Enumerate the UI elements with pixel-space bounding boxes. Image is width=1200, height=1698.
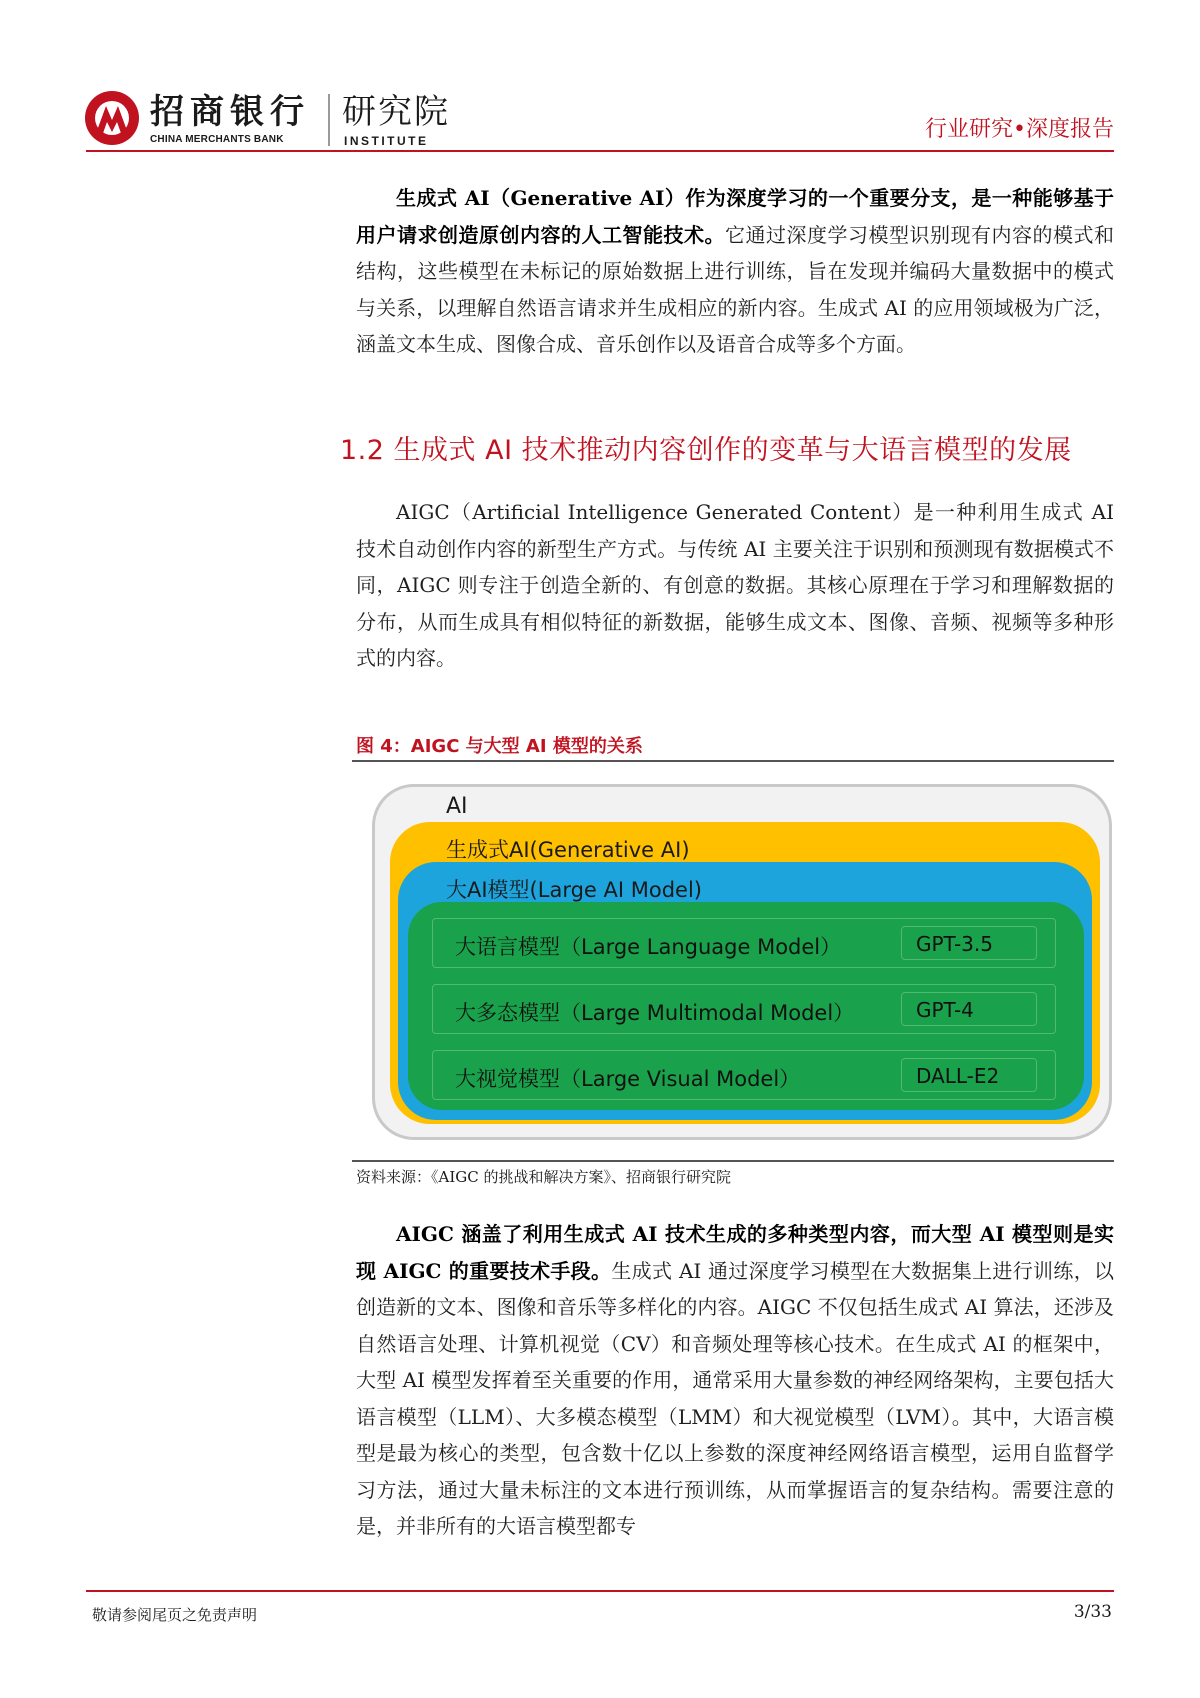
figure-top-rule <box>352 760 1114 762</box>
intro-paragraph-text: 它通过深度学习模型识别现有内容的模式和结构，这些模型在未标记的原始数据上进行训练，旨在发现并编码大量数据中的模式与关系，以理解自然语言请求并生成相应的新内容。生成式 AI 的应用领域极为广泛，涵盖文本生成、图像合成、音乐创作以及语音合成等多个方面。 <box>356 222 1114 356</box>
figure-source: 资料来源：《AIGC 的挑战和解决方案》、招商银行研究院 <box>356 1168 731 1186</box>
header-rule <box>86 150 1114 152</box>
aigc-paragraph <box>356 494 1114 677</box>
figure-bottom-rule <box>352 1160 1114 1162</box>
closing-paragraph <box>356 1216 1114 1545</box>
intro-paragraph-bold: 生成式 AI（Generative AI）作为深度学习的一个重要分支，是一种能够基于用户请求创造原创内容的人工智能技术。 <box>356 186 1114 247</box>
layer-generative-label: 生成式AI(Generative AI) <box>446 838 690 862</box>
logo-divider <box>328 94 330 146</box>
model-row-language <box>432 918 1056 968</box>
model-row-visual <box>432 1050 1056 1100</box>
bank-logo-icon <box>84 90 140 146</box>
bank-name-cn: 招商银行 <box>150 92 310 132</box>
model-name: 大视觉模型（Large Visual Model） <box>455 1067 801 1091</box>
model-name: 大语言模型（Large Language Model） <box>455 935 842 959</box>
model-example-tag: DALL-E2 <box>901 1058 1037 1092</box>
closing-paragraph-bold: AIGC 涵盖了利用生成式 AI 技术生成的多种类型内容，而大型 AI 模型则是实现 AIGC 的重要技术手段。 <box>356 1222 1114 1283</box>
figure-title: 图 4：AIGC 与大型 AI 模型的关系 <box>356 736 643 757</box>
closing-paragraph-text: 生成式 AI 通过深度学习模型在大数据集上进行训练，以创造新的文本、图像和音乐等多样化的内容。AIGC 不仅包括生成式 AI 算法，还涉及自然语言处理、计算机视觉（CV）和音频处理等核心技术。在生成式 AI 的框架中，大型 AI 模型发挥着至关重要的作用，通常采用大量参数的神经网络架构，主要包括大语言模型（LLM）、大多模态模型（LMM）和大视觉模型（LVM）。其中，大语言模型是最为核心的类型，包含数十亿以上参数的深度神经网络语言模型，运用自监督学习方法，通过大量未标注的文本进行预训练，从而掌握语言的复杂结构。需要注意的是，并非所有的大语言模型都专 <box>356 1258 1115 1538</box>
section-heading: 1.2 生成式 AI 技术推动内容创作的变革与大语言模型的发展 <box>340 435 1072 466</box>
layer-large-model-label: 大AI模型(Large AI Model) <box>446 878 702 902</box>
layer-ai-label: AI <box>446 794 468 819</box>
bank-name-en: CHINA MERCHANTS BANK <box>150 134 284 145</box>
institute-name-en: INSTITUTE <box>344 134 429 148</box>
model-example-tag: GPT-3.5 <box>901 926 1037 960</box>
report-type-label: 行业研究•深度报告 <box>925 117 1114 142</box>
model-row-multimodal <box>432 984 1056 1034</box>
footer-rule <box>86 1590 1114 1592</box>
disclaimer-note: 敬请参阅尾页之免责声明 <box>92 1606 258 1624</box>
model-example-tag: GPT-4 <box>901 992 1037 1026</box>
aigc-paragraph-text: AIGC（Artificial Intelligence Generated Content）是一种利用生成式 AI 技术自动创作内容的新型生产方式。与传统 AI 主要关注于识别和预测现有数据模式不同，AIGC 则专注于创造全新的、有创意的数据。其核心原理在于学习和理解数据的分布，从而生成具有相似特征的新数据，能够生成文本、图像、音频、视频等多种形式的内容。 <box>356 500 1114 670</box>
institute-name-cn: 研究院 <box>342 92 450 132</box>
model-name: 大多态模型（Large Multimodal Model） <box>455 1001 855 1025</box>
intro-paragraph <box>356 180 1114 363</box>
page-number: 3/33 <box>1073 1602 1112 1622</box>
